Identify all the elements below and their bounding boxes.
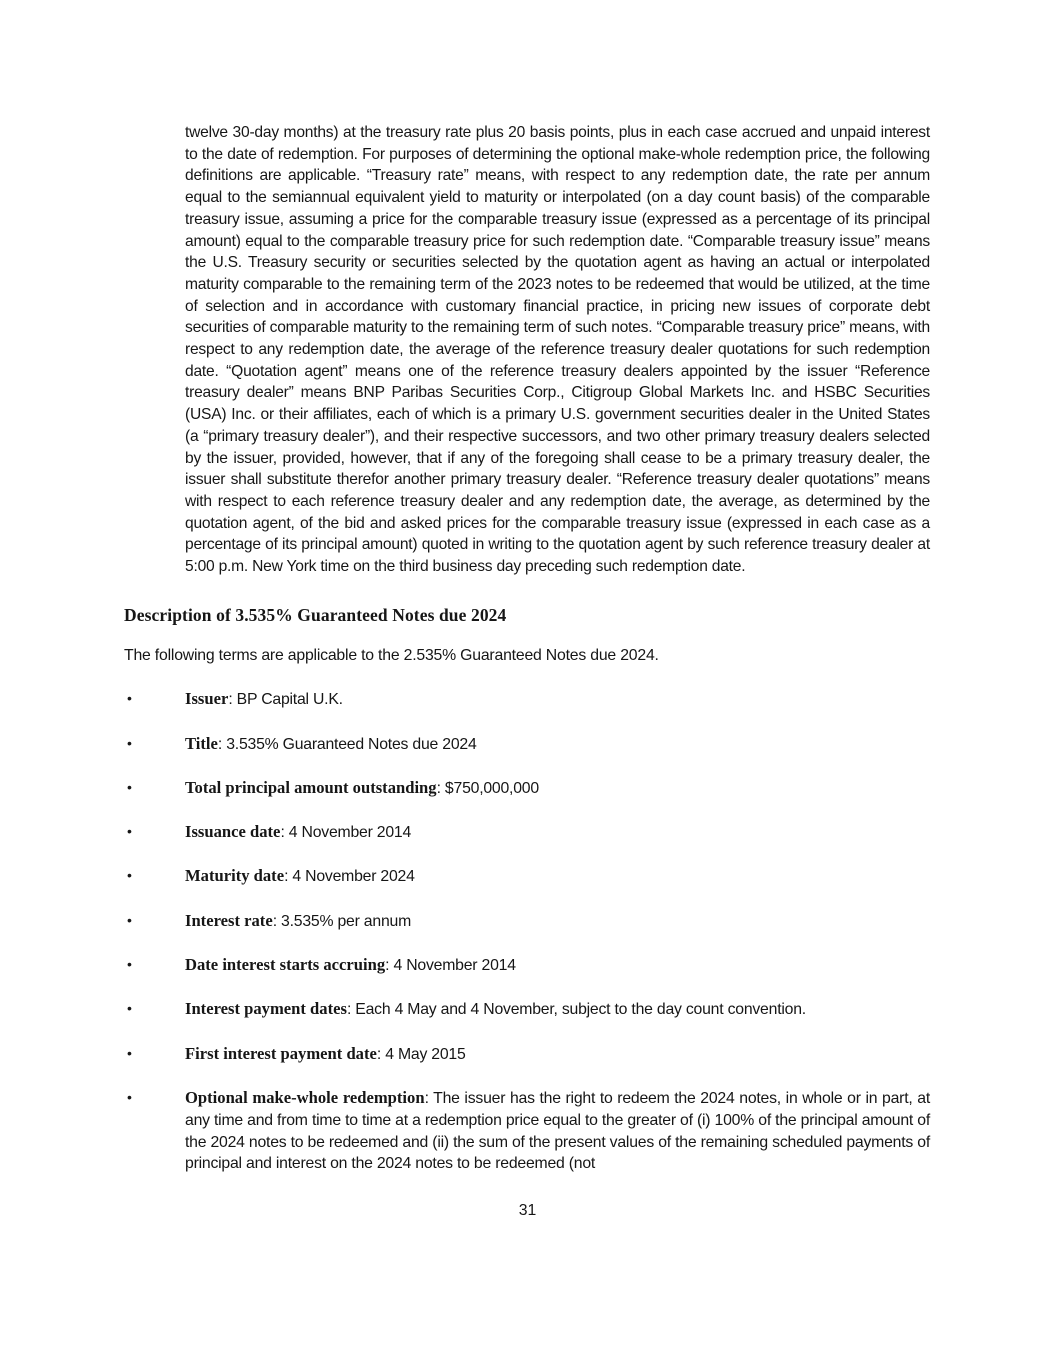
term-value: : The issuer has the right to redeem the 2024 notes, in whole or in part, at any time and from time to time at a redemption price equal to the greater of (i) 100% of the principal amount of the 2024 notes to be redeemed and (ii) the sum of the present values of the remaining scheduled payments of principal and interest on the 2024 notes to be redeemed (not (185, 1089, 930, 1173)
bullet-icon: • (127, 911, 132, 928)
term-value: : 3.535% per annum (272, 912, 412, 930)
term-text (185, 954, 930, 977)
term-text (185, 1043, 930, 1066)
list-item (124, 1087, 930, 1175)
list-item (124, 1043, 930, 1066)
term-value: : 4 November 2014 (280, 824, 412, 842)
term-label: Interest payment dates (185, 999, 347, 1019)
list-item (124, 865, 930, 888)
term-text (185, 998, 930, 1021)
term-value: : 4 November 2014 (385, 957, 516, 975)
bullet-icon: • (127, 867, 132, 884)
list-item (124, 688, 930, 711)
bullet-icon: • (127, 734, 132, 751)
term-value: : BP Capital U.K. (228, 691, 343, 709)
term-label: Date interest starts accruing (185, 955, 386, 975)
term-value: : Each 4 May and 4 November, subject to the day count convention. (346, 1001, 806, 1019)
bullet-icon: • (127, 1044, 132, 1061)
page-number: 31 (518, 1202, 537, 1220)
term-label: First interest payment date (185, 1043, 377, 1063)
bullet-icon: • (127, 690, 132, 707)
term-text (185, 865, 930, 888)
term-label: Total principal amount outstanding (185, 777, 437, 797)
term-text (185, 688, 930, 711)
bullet-icon: • (127, 1088, 132, 1105)
term-text (185, 910, 930, 933)
list-item (124, 910, 930, 933)
bullet-icon: • (127, 778, 132, 795)
bullet-icon: • (127, 823, 132, 840)
list-item (124, 821, 930, 844)
bullet-icon: • (127, 1000, 132, 1017)
section-intro: The following terms are applicable to the 2.535% Guaranteed Notes due 2024. (124, 646, 659, 664)
bullet-icon: • (127, 956, 132, 973)
terms-list (0, 688, 1055, 1175)
term-text (185, 777, 930, 800)
list-item (124, 954, 930, 977)
term-value: : $750,000,000 (436, 779, 539, 797)
term-text (185, 1087, 930, 1175)
term-value: : 4 November 2024 (284, 868, 415, 886)
term-value: : 3.535% Guaranteed Notes due 2024 (217, 735, 477, 753)
term-value: : 4 May 2015 (376, 1045, 466, 1063)
term-label: Title (185, 733, 218, 753)
term-label: Maturity date (185, 866, 285, 886)
term-label: Issuance date (185, 822, 281, 842)
list-item (124, 998, 930, 1021)
continuation-paragraph: twelve 30-day months) at the treasury rate plus 20 basis points, plus in each case accrued and unpaid interest to the date of redemption. For purposes of determining the optional make-whole redemption price, the following definitions are applicable. “Treasury rate” means, with respect to any redemption date, the rate per annum equal to the semiannual equivalent yield to maturity or interpolated (on a day count basis) of the comparable treasury issue, assuming a price for the comparable treasury issue (expressed as a percentage of its principal amount) equal to the comparable treasury price for such redemption date. “Comparable treasury issue” means the U.S. Treasury security or securities selected by the quotation agent as having an actual or interpolated maturity comparable to the remaining term of the 2023 notes to be redeemed that would be utilized, at the time of selection and in accordance with customary financial practice, in pricing new issues of corporate debt securities of comparable maturity to the remaining term of such notes. “Comparable treasury price” means, with respect to any redemption date, the average of the reference treasury dealer quotations for such redemption date. “Quotation agent” means one of the reference treasury dealers appointed by the issuer “Reference treasury dealer” means BNP Paribas Securities Corp., Citigroup Global Markets Inc. and HSBC Securities (USA) Inc. or their affiliates, each of which is a primary U.S. government securities dealer in the United States (a “primary treasury dealer”), and their respective successors, and two other primary treasury dealers selected by the issuer, provided, however, that if any of the foregoing shall cease to be a primary treasury dealer, the issuer shall substitute therefor another primary treasury dealer. “Reference treasury dealer quotations” means with respect to each reference treasury dealer and any redemption date, the average, as determined by the quotation agent, of the bid and asked prices for the comparable treasury issue (expressed in each case as a percentage of its principal amount) quoted in writing to the quotation agent by such reference treasury dealer at 5:00 p.m. New York time on the third business day preceding such redemption date. (185, 124, 930, 576)
list-item (124, 733, 930, 756)
term-label: Optional make-whole redemption (185, 1087, 425, 1107)
term-label: Interest rate (185, 910, 273, 930)
list-item (124, 777, 930, 800)
term-label: Issuer (185, 689, 229, 709)
section-heading: Description of 3.535% Guaranteed Notes due 2024 (124, 604, 507, 625)
term-text (185, 821, 930, 844)
term-text (185, 733, 930, 756)
